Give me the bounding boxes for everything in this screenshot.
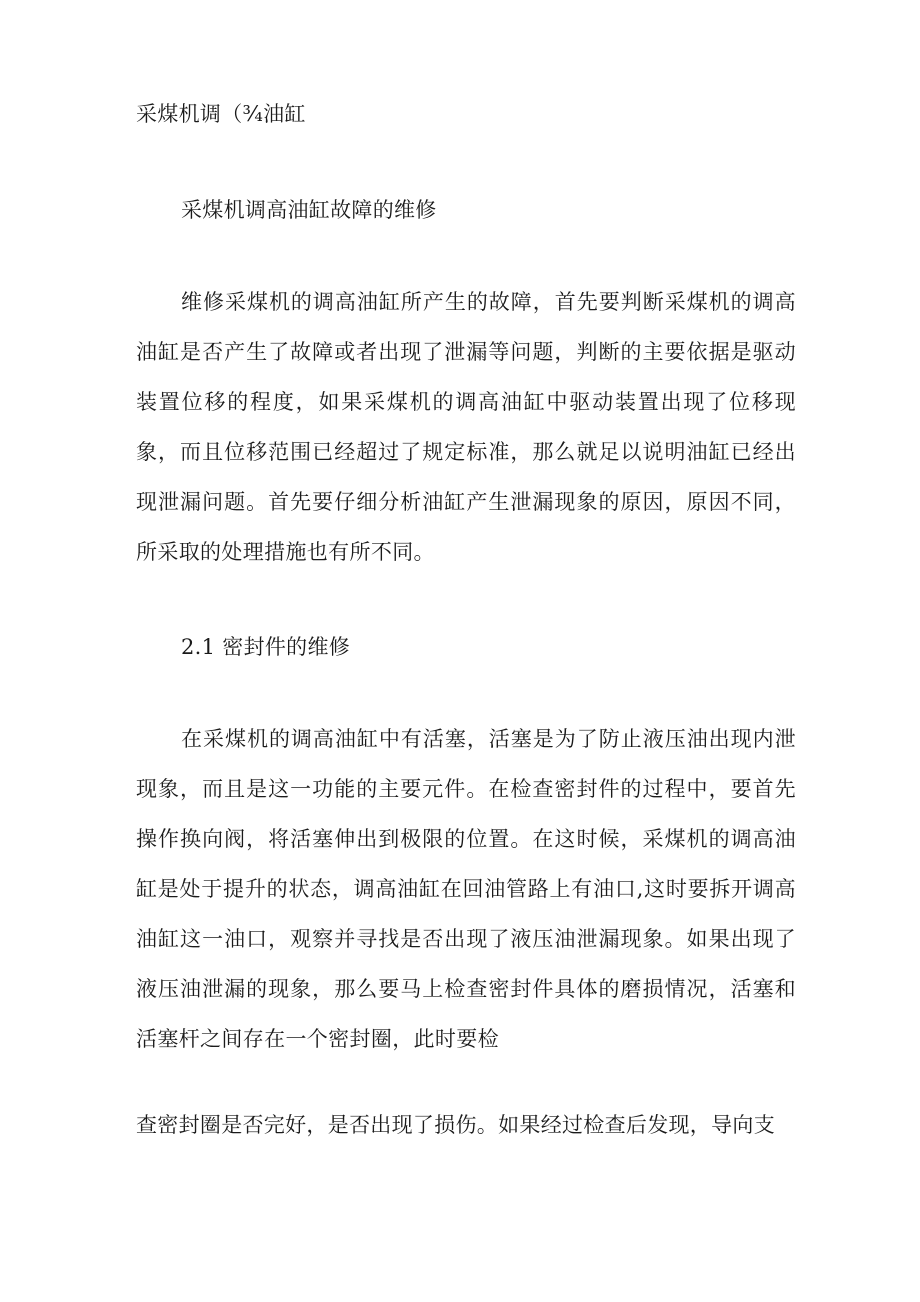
- intro-paragraph: 维修采煤机的调高油缸所产生的故障，首先要判断采煤机的调高油缸是否产生了故障或者出现了泄漏等问题，判断的主要依据是驱动装置位移的程度，如果采煤机的调高油缸中驱动装置出现了位移现象，而且位移范围已经超过了规定标准，那么就足以说明油缸已经出现泄漏问题。首先要仔细分析油缸产生泄漏现象的原因，原因不同，所采取的处理措施也有所不同。: [136, 290, 796, 564]
- section-heading: 2.1 密封件的维修: [181, 635, 351, 659]
- document-header: 采煤机调（¾油缸: [136, 102, 306, 126]
- continuation-line: 查密封圈是否完好，是否出现了损伤。如果经过检查后发现，导向支: [136, 1113, 775, 1137]
- section-paragraph: 在采煤机的调高油缸中有活塞，活塞是为了防止液压油出现内泄现象，而且是这一功能的主要元件。在检查密封件的过程中，要首先操作换向阀，将活塞伸出到极限的位置。在这时候，采煤机的调高油缸是处于提升的状态，调高油缸在回油管路上有油口,这时要拆开调高油缸这一油口，观察并寻找是否出现了液压油泄漏现象。如果出现了液压油泄漏的现象，那么要马上检查密封件具体的磨损情况，活塞和活塞杆之间存在一个密封圈，此时要检: [136, 727, 796, 1051]
- document-title: 采煤机调高油缸故障的维修: [181, 198, 437, 222]
